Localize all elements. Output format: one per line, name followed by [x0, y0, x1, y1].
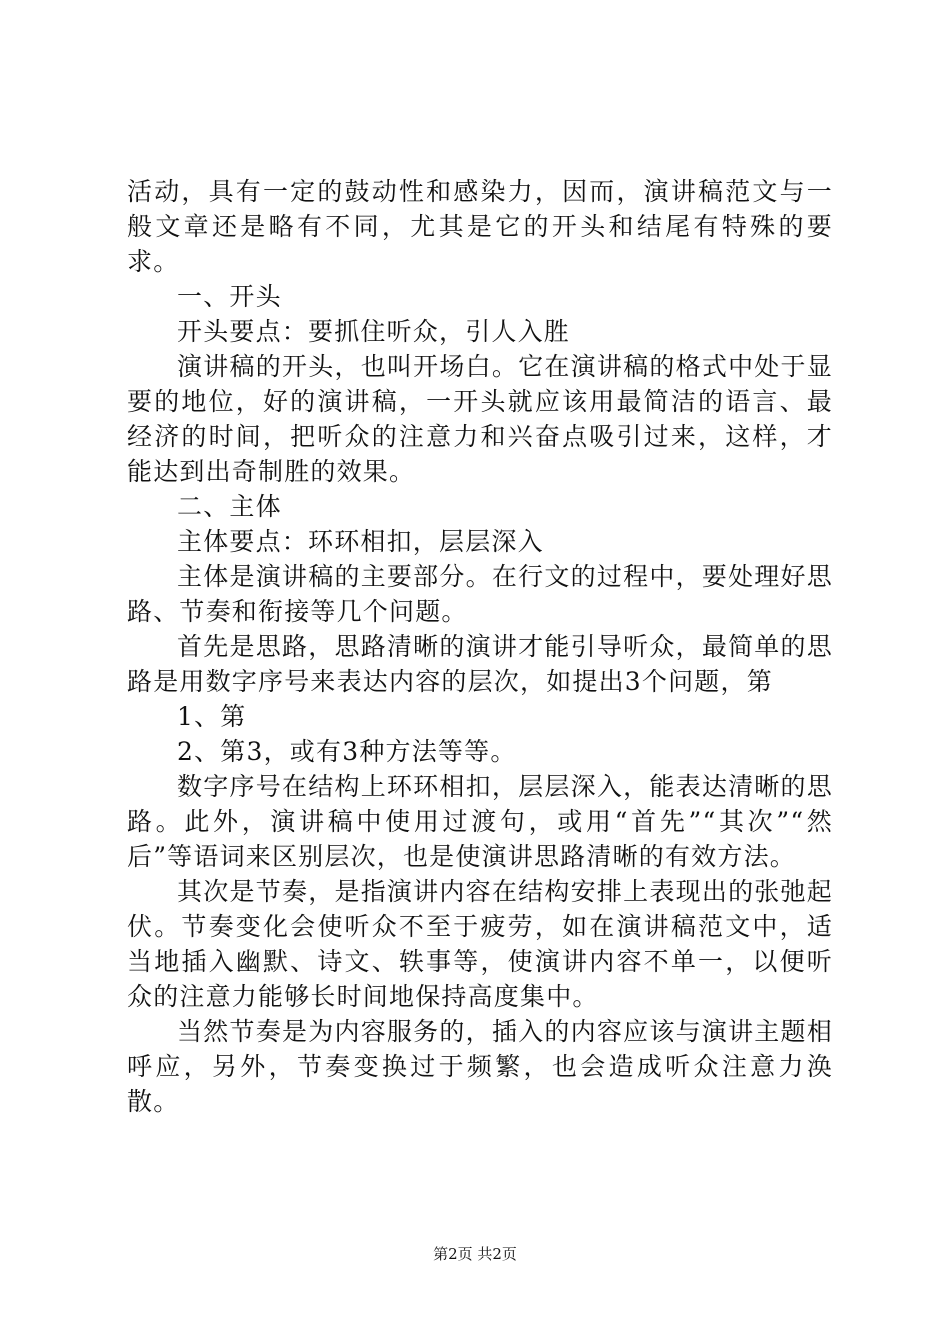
list-item-1: 1、第: [177, 702, 247, 731]
paragraph-rhythm-note: 当然节奏是为内容服务的，插入的内容应该与演讲主题相呼应，另外，节奏变换过于频繁，也会造成听众注意力涣散。: [127, 1017, 833, 1116]
opening-key-point: 开头要点：要抓住听众，引人入胜: [177, 317, 571, 346]
paragraph-numbering: 数字序号在结构上环环相扣，层层深入，能表达清晰的思路。此外，演讲稿中使用过渡句，或用“首先”“其次”“然后”等语词来区别层次，也是使演讲思路清晰的有效方法。: [127, 772, 833, 871]
paragraph-opening: 演讲稿的开头，也叫开场白。它在演讲稿的格式中处于显要的地位，好的演讲稿，一开头就应该用最简洁的语言、最经济的时间，把听众的注意力和兴奋点吸引过来，这样，才能达到出奇制胜的效果。: [127, 352, 833, 486]
section-heading-opening: 一、开头: [177, 282, 282, 311]
page-number-footer: 第2页 共2页: [433, 1245, 517, 1263]
paragraph-continuation: 活动，具有一定的鼓动性和感染力，因而，演讲稿范文与一般文章还是略有不同，尤其是它的开头和结尾有特殊的要求。: [127, 177, 833, 276]
document-body: [127, 174, 833, 1119]
paragraph-rhythm: 其次是节奏，是指演讲内容在结构安排上表现出的张弛起伏。节奏变化会使听众不至于疲劳，如在演讲稿范文中，适当地插入幽默、诗文、轶事等，使演讲内容不单一，以便听众的注意力能够长时间地保持高度集中。: [127, 877, 833, 1011]
section-heading-main-body: 二、主体: [177, 492, 282, 521]
paragraph-structure: 首先是思路，思路清晰的演讲才能引导听众，最简单的思路是用数字序号来表达内容的层次，如提出3个问题，第: [127, 632, 833, 696]
main-body-key-point: 主体要点：环环相扣，层层深入: [177, 527, 544, 556]
paragraph-main-body: 主体是演讲稿的主要部分。在行文的过程中，要处理好思路、节奏和衔接等几个问题。: [127, 562, 833, 626]
list-item-2: 2、第3，或有3种方法等等。: [177, 737, 517, 766]
